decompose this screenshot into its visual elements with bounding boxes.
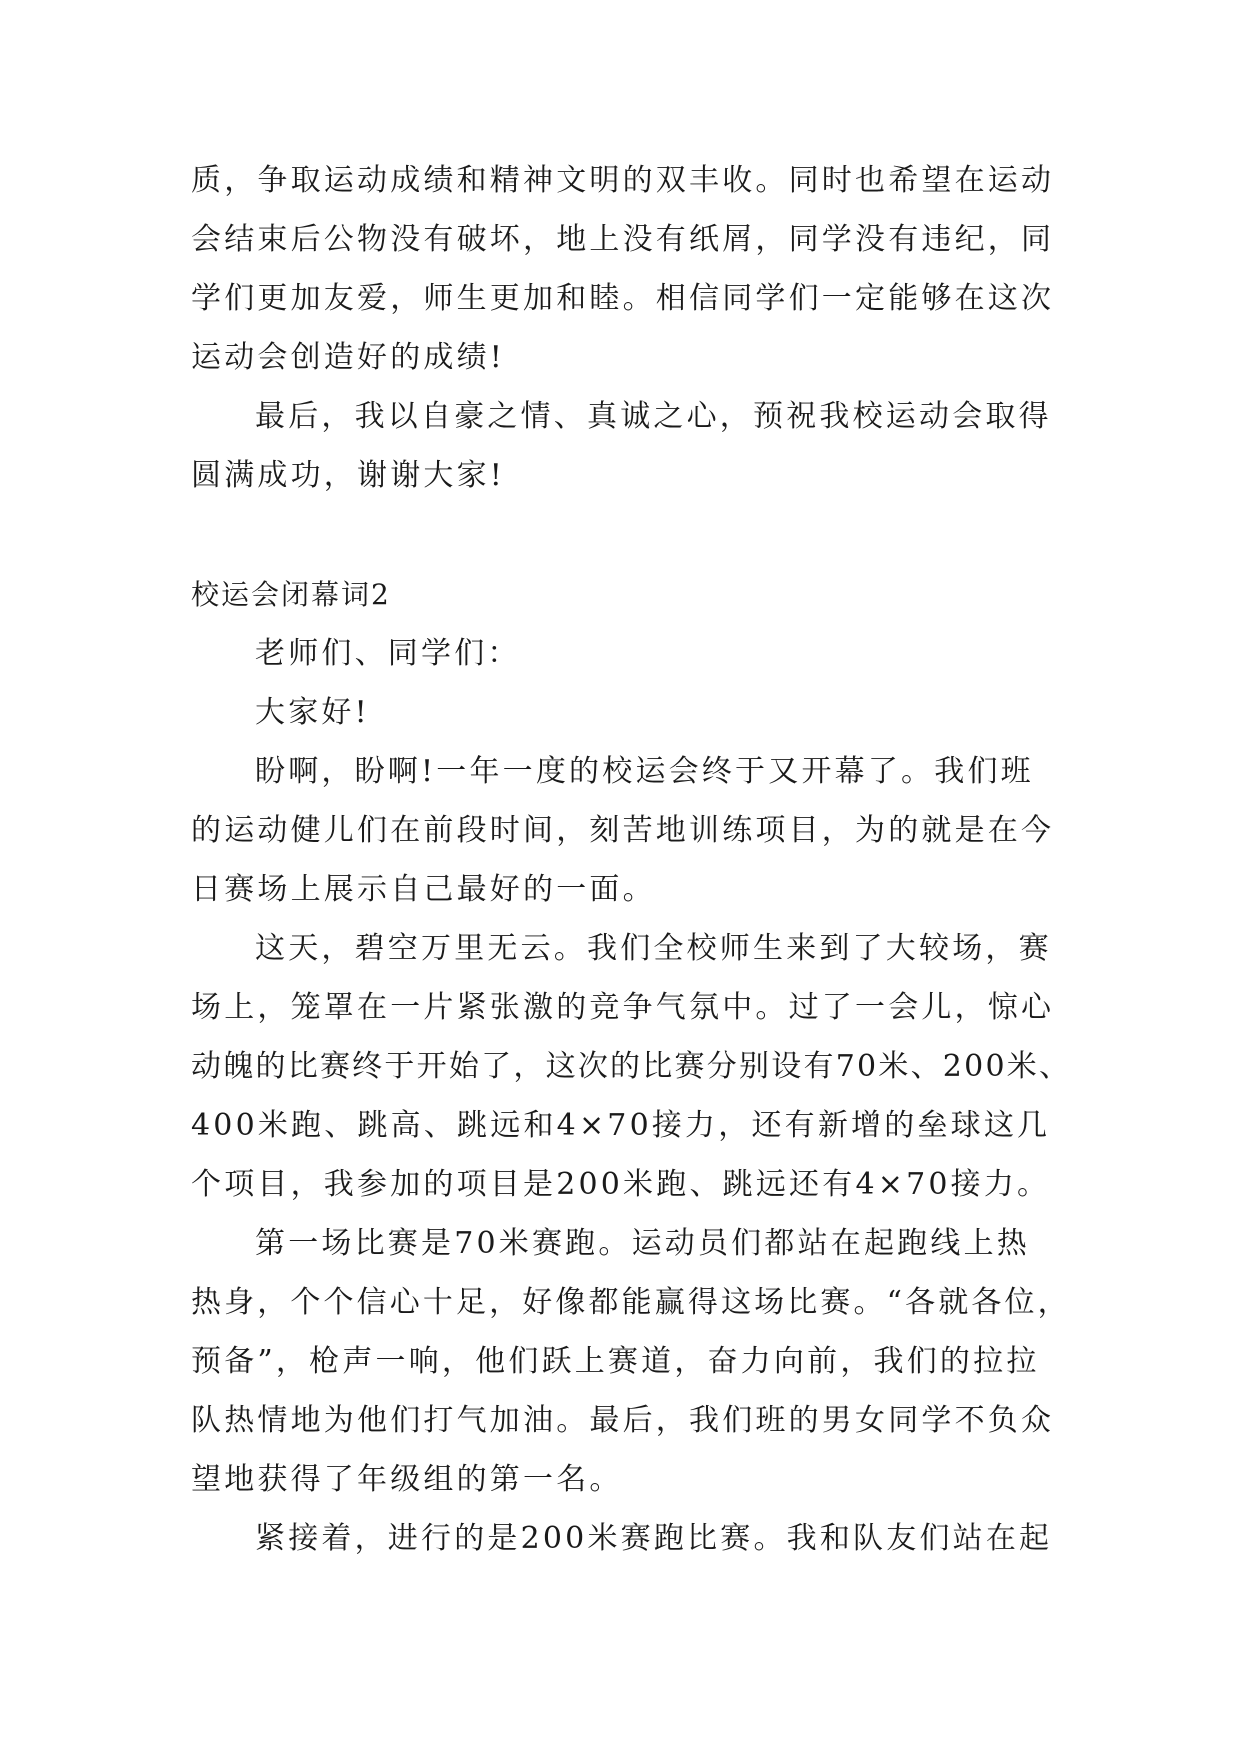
paragraph-line: 这天，碧空万里无云。我们全校师生来到了大较场，赛 xyxy=(255,931,1052,966)
paragraph-line: 盼啊，盼啊!一年一度的校运会终于又开幕了。我们班 xyxy=(255,754,1034,789)
paragraph-line: 会结束后公物没有破坏，地上没有纸屑，同学没有违纪，同 xyxy=(191,222,1055,257)
paragraph-line: 学们更加友爱，师生更加和睦。相信同学们一定能够在这次 xyxy=(191,281,1055,316)
greeting-line: 大家好! xyxy=(255,695,370,730)
paragraph-line: 质，争取运动成绩和精神文明的双丰收。同时也希望在运动 xyxy=(191,163,1055,198)
section-heading: 校运会闭幕词2 xyxy=(191,578,391,611)
paragraph-line: 日赛场上展示自己最好的一面。 xyxy=(191,872,656,907)
paragraph-line: 400米跑、跳高、跳远和4×70接力，还有新增的垒球这几 xyxy=(191,1108,1051,1143)
paragraph-line: 预备”，枪声一响，他们跃上赛道，奋力向前，我们的拉拉 xyxy=(191,1344,1040,1379)
paragraph-line: 运动会创造好的成绩! xyxy=(191,340,506,375)
paragraph-line: 个项目，我参加的项目是200米跑、跳远还有4×70接力。 xyxy=(191,1167,1051,1202)
paragraph-line: 场上，笼罩在一片紧张激的竞争气氛中。过了一会儿，惊心 xyxy=(191,990,1055,1025)
paragraph-line: 第一场比赛是70米赛跑。运动员们都站在起跑线上热 xyxy=(255,1226,1030,1261)
salutation-line: 老师们、同学们： xyxy=(255,636,521,671)
paragraph-line: 的运动健儿们在前段时间，刻苦地训练项目，为的就是在今 xyxy=(191,813,1055,848)
paragraph-line: 望地获得了年级组的第一名。 xyxy=(191,1462,623,1497)
paragraph-line: 最后，我以自豪之情、真诚之心，预祝我校运动会取得 xyxy=(255,399,1052,434)
paragraph-line: 紧接着，进行的是200米赛跑比赛。我和队友们站在起 xyxy=(255,1521,1053,1556)
paragraph-line: 队热情地为他们打气加油。最后，我们班的男女同学不负众 xyxy=(191,1403,1055,1438)
paragraph-line: 热身，个个信心十足，好像都能赢得这场比赛。“各就各位， xyxy=(191,1285,1071,1320)
paragraph-line: 动魄的比赛终于开始了，这次的比赛分别设有70米、200米、 xyxy=(191,1049,1072,1084)
paragraph-line: 圆满成功，谢谢大家! xyxy=(191,458,506,493)
